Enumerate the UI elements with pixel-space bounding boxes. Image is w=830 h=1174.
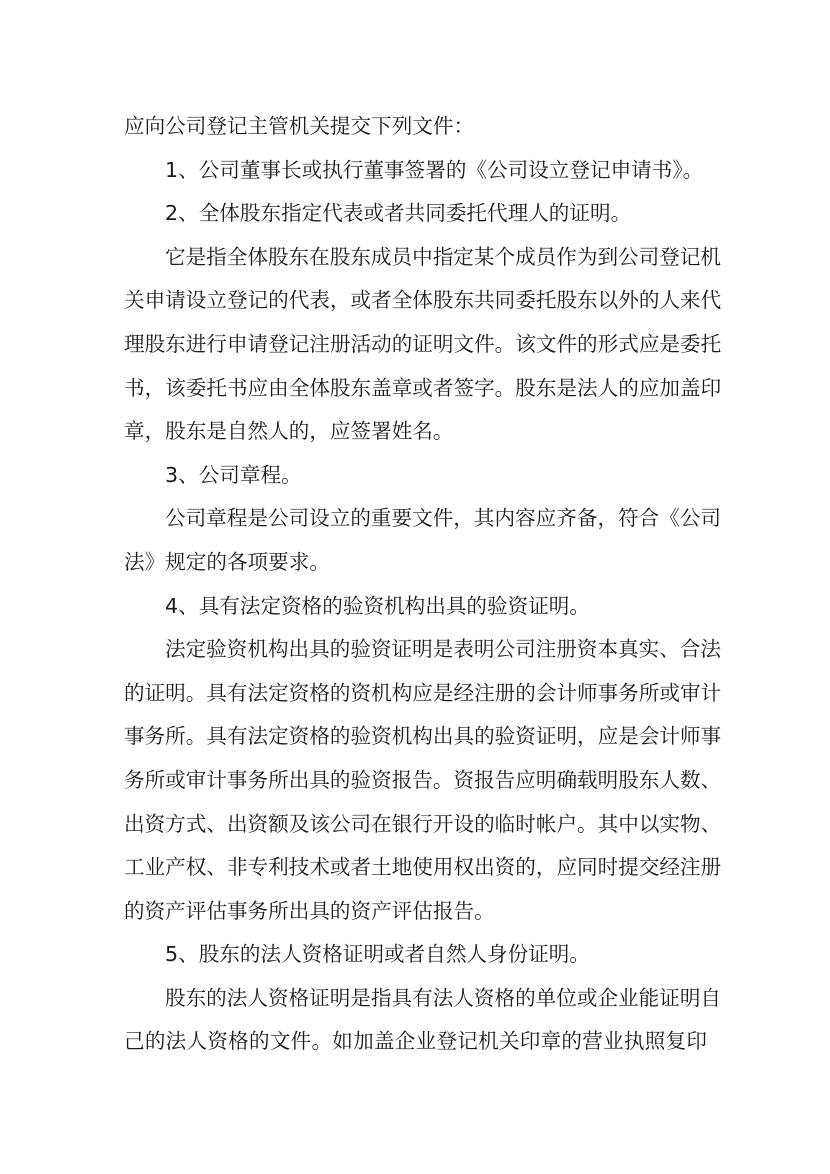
paragraph-first-line: 3、公司章程。	[165, 462, 302, 487]
document-body	[124, 112, 722, 1071]
paragraph-first-line: 1、公司董事长或执行董事签署的《公司设立登记申请书》。	[165, 157, 704, 182]
paragraph-first-line: 它是指全体股东在股东成员中指定某个成员作为到公司登记机	[165, 244, 722, 269]
paragraph-first-line: 5、股东的法人资格证明或者自然人身份证明。	[165, 942, 590, 967]
paragraph-line: 务所或审计事务所出具的验资报告。资报告应明确载明股东人数、	[124, 767, 722, 792]
paragraph-first-line: 应向公司登记主管机关提交下列文件：	[124, 114, 475, 138]
paragraph-first-line: 公司章程是公司设立的重要文件，其内容应齐备，符合《公司	[165, 506, 722, 531]
paragraph-line: 的证明。具有法定资格的资机构应是经注册的会计师事务所或审计	[124, 680, 722, 705]
paragraph-line: 书，该委托书应由全体股东盖章或者签字。股东是法人的应加盖印	[124, 375, 722, 400]
paragraph-line: 理股东进行申请登记注册活动的证明文件。该文件的形式应是委托	[124, 331, 722, 356]
paragraph-first-line: 4、具有法定资格的验资机构出具的验资证明。	[165, 593, 590, 618]
paragraph-line: 工业产权、非专利技术或者土地使用权出资的，应同时提交经注册	[124, 855, 722, 880]
paragraph-line: 法》规定的各项要求。	[124, 549, 330, 574]
paragraph-line: 事务所。具有法定资格的验资机构出具的验资证明，应是会计师事	[124, 724, 722, 749]
paragraph-first-line: 2、全体股东指定代表或者共同委托代理人的证明。	[165, 201, 632, 226]
paragraph-line: 出资方式、出资额及该公司在银行开设的临时帐户。其中以实物、	[124, 811, 722, 836]
paragraph-line: 关申请设立登记的代表，或者全体股东共同委托股东以外的人来代	[124, 288, 722, 313]
paragraph-first-line: 股东的法人资格证明是指具有法人资格的单位或企业能证明自	[165, 985, 722, 1010]
paragraph-line: 的资产评估事务所出具的资产评估报告。	[124, 898, 495, 923]
paragraph-first-line: 法定验资机构出具的验资证明是表明公司注册资本真实、合法	[165, 637, 722, 662]
paragraph-line: 己的法人资格的文件。如加盖企业登记机关印章的营业执照复印	[124, 1029, 707, 1054]
paragraph-line: 章，股东是自然人的，应签署姓名。	[124, 419, 454, 444]
